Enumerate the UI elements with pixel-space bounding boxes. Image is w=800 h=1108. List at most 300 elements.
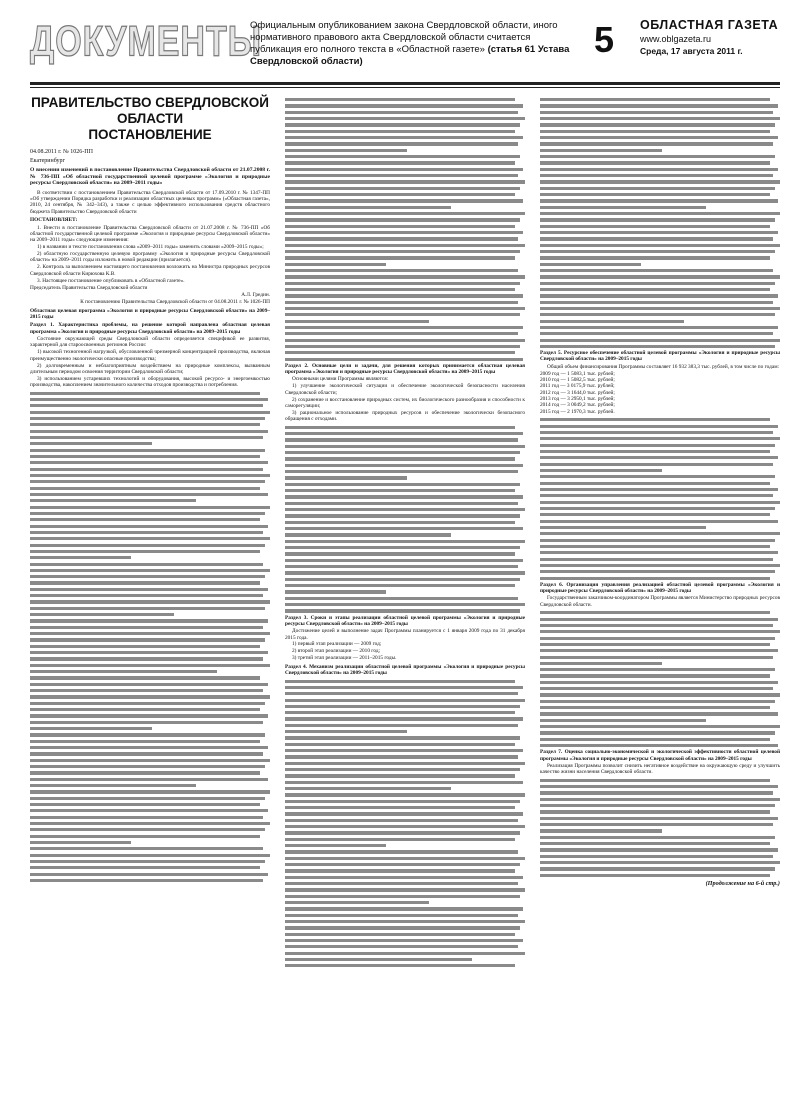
text-line: [30, 392, 260, 395]
text-line: [540, 656, 773, 659]
text-line: [540, 564, 780, 567]
text-line: [285, 895, 520, 898]
text-line: [30, 714, 268, 717]
text-line: [30, 809, 268, 812]
text-line: [540, 823, 773, 826]
continued-note: (Продолжение на 6-й стр.): [705, 879, 780, 887]
text-line: [285, 533, 451, 536]
body-paragraph: Достижение целей и выполнение задач Программы планируется с 1 января 2009 года по 31 декабря 2015 года.: [285, 628, 525, 641]
text-line: [540, 149, 662, 152]
text-line: [540, 418, 770, 421]
text-line: [540, 867, 775, 870]
text-line: [540, 425, 778, 428]
decree-item: 2) областную государственную целевую программу «Экология и природные ресурсы Свердловской области» на 2009–2011 годы изложить в новой редакции (прилагается).: [30, 251, 270, 264]
text-line: [30, 544, 265, 547]
text-line: [540, 712, 778, 715]
text-line: [285, 907, 523, 910]
text-line: [540, 437, 780, 440]
text-line: [285, 438, 518, 441]
text-line: [540, 637, 775, 640]
text-line: [540, 98, 770, 101]
text-line: [285, 263, 386, 266]
newspaper-name: ОБЛАСТНАЯ ГАЗЕТА: [640, 18, 779, 32]
text-line: [285, 825, 525, 828]
body-paragraph: 2) второй этап реализации — 2010 год;: [292, 648, 381, 655]
text-line: [30, 594, 263, 597]
text-line: [540, 848, 778, 851]
text-line: [30, 695, 270, 698]
funding-year-item: 2013 год — 3 2950,1 тыс. рублей;: [540, 396, 615, 403]
text-line: [30, 638, 265, 641]
text-line: [285, 98, 515, 101]
text-line: [30, 493, 268, 496]
text-line: [540, 785, 778, 788]
text-line: [285, 565, 518, 568]
text-line: [285, 850, 518, 853]
text-line: [285, 432, 523, 435]
text-line: [30, 600, 270, 603]
text-line: [285, 180, 525, 183]
text-line: [285, 680, 515, 683]
dense-text-block: [540, 611, 780, 747]
text-line: [285, 320, 429, 323]
header-divider-thin: [30, 87, 780, 88]
text-line: [30, 860, 265, 863]
text-line: [285, 225, 515, 228]
text-line: [30, 417, 265, 420]
text-line: [30, 455, 260, 458]
text-line: [30, 537, 270, 540]
text-line: [30, 879, 263, 882]
body-paragraph: Реализация Программы позволит снизить негативное воздействие на окружающую среду и улучшить качество жизни населения Свердловской области.: [540, 762, 780, 776]
text-line: [540, 842, 770, 845]
text-line: [30, 398, 268, 401]
text-line: [540, 463, 773, 466]
decree-city: Екатеринбург: [30, 158, 65, 164]
page-header: [0, 0, 800, 82]
text-line: [285, 123, 520, 126]
text-line: [540, 693, 780, 696]
funding-year-item: 2015 год — 2 1970,3 тыс. рублей.: [540, 408, 615, 415]
text-line: [285, 768, 520, 771]
text-line: [30, 784, 196, 787]
text-line: [30, 740, 260, 743]
text-line: [285, 250, 520, 253]
text-line: [285, 326, 523, 329]
text-line: [30, 854, 270, 857]
text-line: [540, 104, 778, 107]
text-line: [540, 501, 780, 504]
text-line: [30, 581, 260, 584]
newspaper-url[interactable]: www.oblgazeta.ru: [640, 34, 712, 44]
text-line: [540, 161, 770, 164]
text-line: [540, 444, 775, 447]
text-line: [285, 869, 515, 872]
text-line: [285, 597, 518, 600]
text-line: [285, 882, 518, 885]
text-line: [540, 111, 773, 114]
text-line: [30, 556, 131, 559]
text-line: [30, 657, 263, 660]
text-line: [285, 958, 472, 961]
funding-year-item: 2014 год — 3 0049,2 тыс. рублей;: [540, 402, 615, 409]
text-line: [285, 256, 515, 259]
dense-text-block: [285, 680, 525, 968]
text-line: [285, 584, 515, 587]
text-line: [540, 513, 770, 516]
government-title: [30, 95, 270, 143]
text-line: [30, 683, 268, 686]
text-line: [540, 570, 775, 573]
text-line: [285, 540, 525, 543]
text-line: [285, 546, 520, 549]
text-line: [285, 502, 518, 505]
text-line: [30, 771, 260, 774]
body-paragraph: Основными целями Программы являются:: [292, 376, 389, 383]
official-publication-notice: [250, 20, 580, 68]
text-line: [285, 339, 525, 342]
text-line: [285, 457, 515, 460]
text-line: [540, 244, 780, 247]
text-line: [30, 803, 260, 806]
text-line: [540, 218, 775, 221]
text-line: [285, 730, 407, 733]
text-line: [540, 668, 775, 671]
text-line: [285, 483, 520, 486]
text-line: [30, 436, 263, 439]
text-line: [285, 345, 520, 348]
text-line: [540, 250, 775, 253]
text-line: [540, 326, 778, 329]
text-line: [30, 423, 260, 426]
text-line: [540, 136, 778, 139]
text-line: [30, 664, 270, 667]
text-line: [30, 835, 260, 838]
text-line: [285, 464, 523, 467]
text-line: [285, 476, 407, 479]
text-line: [540, 643, 770, 646]
text-line: [30, 626, 263, 629]
text-line: [540, 738, 770, 741]
text-line: [285, 590, 386, 593]
text-line: [540, 339, 780, 342]
text-line: [285, 933, 515, 936]
text-line: [285, 244, 525, 247]
section-2-heading: Раздел 2. Основные цели и задачи, для решения которых принимается областная целевая программа «Экология и природные ресурсы Свердловской области» на 2009–2015 годы: [285, 362, 525, 376]
text-line: [540, 681, 778, 684]
body-paragraph: Государственным заказчиком-координатором Программы является Министерство природных ресурсов Свердловской области.: [540, 595, 780, 608]
body-paragraph: 3) третий этап реализации — 2011–2015 годы.: [292, 655, 397, 662]
text-line: [285, 901, 429, 904]
text-line: [540, 332, 773, 335]
text-line: [540, 275, 780, 278]
decree-item: 1) в названии и тексте постановления слова «2009–2011 годы» заменить словами «2009–2015 годы»;: [37, 244, 264, 251]
text-line: [540, 282, 775, 285]
text-line: [285, 863, 520, 866]
text-line: [540, 168, 778, 171]
text-line: [285, 736, 520, 739]
body-paragraph: 1) первый этап реализации — 2009 год;: [292, 641, 382, 648]
section-3-heading: Раздел 3. Сроки и этапы реализации областной целевой программы «Экология и природные ресурсы Свердловской области» на 2009–2015 годы: [285, 614, 525, 627]
text-line: [540, 630, 780, 633]
notice-charter-ref: (статья 61 Устава Свердловской области): [250, 44, 570, 67]
text-line: [285, 508, 525, 511]
text-line: [540, 810, 770, 813]
funding-year-item: 2012 год — 3 1644,0 тыс. рублей;: [540, 389, 615, 396]
text-line: [30, 797, 265, 800]
text-line: [540, 532, 780, 535]
text-line: [285, 888, 525, 891]
text-line: [540, 199, 778, 202]
dense-text-block: [285, 426, 525, 613]
text-line: [540, 551, 778, 554]
signature-role: Председатель Правительства Свердловской области: [30, 284, 148, 291]
text-line: [540, 719, 706, 722]
body-paragraph: 1) высокой техногенной нагрузкой, обусловленной чрезмерной концентрацией производства, включая преимущественно экологически опасные производства;: [30, 349, 270, 362]
text-line: [285, 844, 386, 847]
text-line: [285, 332, 518, 335]
text-line: [285, 104, 523, 107]
newspaper-masthead: [640, 18, 780, 56]
text-line: [540, 618, 778, 621]
text-line: [285, 187, 520, 190]
text-line: [30, 847, 263, 850]
section-1-heading: Раздел 1. Характеристика проблемы, на решение которой направлена областная целевая программа «Экология и природные ресурсы Свердловской области» на 2009–2015 годы: [30, 322, 270, 335]
dense-text-block: [30, 392, 270, 882]
funding-year-item: 2009 год — 1 5083,1 тыс. рублей;: [540, 370, 615, 377]
text-line: [540, 269, 773, 272]
text-line: [540, 313, 775, 316]
text-line: [285, 831, 520, 834]
text-line: [285, 699, 525, 702]
text-line: [540, 662, 662, 665]
text-line: [285, 857, 525, 860]
text-line: [540, 450, 770, 453]
text-line: [30, 708, 260, 711]
text-line: [30, 563, 263, 566]
text-line: [30, 404, 263, 407]
text-line: [285, 711, 515, 714]
text-line: [30, 816, 263, 819]
funding-year-list: [540, 371, 780, 415]
decree-intro: В соответствии с постановлением Правительства Свердловской области от 17.09.2010 г. № 1347-ПП «Об утверждении Порядка разработки и реализации областных целевых программ» («Областная газета», 2010, 24 сентября, № 342–343), а также с целью эффективного использования средств областного бюджета Правительство Свердловской области: [30, 189, 270, 215]
text-line: [540, 545, 770, 548]
text-line: [30, 575, 265, 578]
text-line: [30, 866, 260, 869]
dense-text-block: [540, 98, 780, 348]
text-line: [285, 193, 515, 196]
text-line: [30, 487, 260, 490]
text-line: [540, 193, 770, 196]
text-line: [30, 651, 268, 654]
text-line: [285, 692, 518, 695]
text-line: [30, 569, 270, 572]
body-paragraph: 2) долговременным и неблагоприятным воздействием на природные комплексы, вызванным длительным периодом освоения территории Свердловской области;: [30, 362, 270, 375]
section-5-heading: Раздел 5. Ресурсное обеспечение областной целевой программы «Экология и природные ресурсы Свердловской области» на 2009–2015 годы: [540, 350, 780, 363]
text-line: [285, 793, 525, 796]
text-line: [285, 218, 520, 221]
text-line: [285, 578, 520, 581]
article-column-3: [540, 95, 780, 887]
text-line: [285, 952, 525, 955]
text-line: [285, 762, 525, 765]
text-line: [285, 609, 520, 612]
text-line: [30, 828, 265, 831]
funding-year-item: 2011 год — 3 0175,9 тыс. рублей;: [540, 383, 615, 390]
text-line: [285, 117, 525, 120]
text-line: [30, 607, 265, 610]
text-line: [540, 791, 773, 794]
text-line: [285, 717, 523, 720]
text-line: [30, 525, 268, 528]
text-line: [30, 721, 263, 724]
dense-text-block: [540, 418, 780, 579]
text-line: [540, 744, 778, 747]
decree-heading: О внесении изменений в постановление Правительства Свердловской области от 21.07.2008 г. № 736-ПП «Об областной государственной целевой программе «Экология и природные ресурсы Свердловской области» на 2009–2011 годы»: [30, 167, 270, 187]
text-line: [285, 603, 525, 606]
text-line: [285, 819, 518, 822]
text-line: [30, 480, 265, 483]
decree-title-line: ПОСТАНОВЛЕНИЕ: [88, 127, 212, 142]
body-paragraph: 3) рациональное использование природных ресурсов и обеспечение экологически безопасного обращения с отходами.: [285, 409, 525, 423]
text-line: [30, 474, 270, 477]
text-line: [285, 168, 523, 171]
section-brand-title: ДОКУМЕНТЫ: [30, 18, 263, 66]
text-line: [285, 800, 520, 803]
text-line: [30, 752, 263, 755]
text-line: [30, 442, 152, 445]
text-line: [30, 512, 265, 515]
decree-item: 2. Контроль за выполнением настоящего постановления возложить на Министра природных ресурсов Свердловской области Кирюхова К.В.: [30, 264, 270, 277]
text-line: [30, 449, 265, 452]
text-line: [285, 231, 523, 234]
text-line: [285, 136, 523, 139]
text-line: [285, 527, 523, 530]
text-line: [540, 225, 770, 228]
text-line: [285, 559, 523, 562]
text-line: [285, 806, 515, 809]
text-line: [285, 781, 523, 784]
header-divider-thick: [30, 82, 780, 85]
text-line: [285, 521, 515, 524]
text-line: [30, 822, 270, 825]
text-line: [30, 759, 270, 762]
text-line: [540, 456, 778, 459]
text-line: [540, 855, 773, 858]
text-line: [285, 552, 515, 555]
text-line: [540, 494, 773, 497]
text-line: [30, 676, 260, 679]
text-line: [285, 199, 523, 202]
text-line: [285, 686, 523, 689]
text-line: [30, 499, 196, 502]
text-line: [285, 489, 515, 492]
text-line: [540, 700, 775, 703]
text-line: [540, 526, 706, 529]
text-line: [540, 520, 778, 523]
text-line: [540, 187, 775, 190]
text-line: [285, 161, 515, 164]
text-line: [540, 345, 775, 348]
text-line: [540, 507, 775, 510]
text-line: [540, 237, 773, 240]
text-line: [30, 619, 268, 622]
text-line: [285, 838, 515, 841]
text-line: [285, 282, 520, 285]
text-line: [30, 461, 268, 464]
text-line: [540, 488, 778, 491]
text-line: [30, 518, 260, 521]
text-line: [540, 288, 770, 291]
text-line: [540, 861, 780, 864]
text-line: [30, 411, 270, 414]
decree-item: 3. Настоящее постановление опубликовать в «Областной газете».: [37, 277, 185, 284]
text-line: [285, 301, 518, 304]
program-title: Областная целевая программа «Экология и природные ресурсы Свердловской области» на 2009–2015 годы: [30, 307, 270, 320]
text-line: [285, 724, 518, 727]
body-paragraph: 3) использованием устаревших технологий и оборудования, высокой ресурсо- и энергоемкостью производства, накоплением значительного количества отходов производства и потребления.: [30, 375, 270, 389]
approval-note: К постановлению Правительства Свердловской области от 04.08.2011 г. № 1026-ПП: [80, 299, 270, 306]
text-line: [285, 307, 525, 310]
text-line: [30, 588, 268, 591]
text-line: [540, 725, 780, 728]
text-line: [30, 506, 270, 509]
text-line: [540, 836, 775, 839]
text-line: [285, 275, 525, 278]
text-line: [540, 649, 778, 652]
text-line: [540, 731, 775, 734]
text-line: [540, 482, 770, 485]
text-line: [285, 514, 520, 517]
decree-date-number: 04.08.2011 г. № 1026-ПП: [30, 149, 93, 155]
text-line: [30, 670, 217, 673]
funding-year-item: 2010 год — 1 5082,5 тыс. рублей;: [540, 377, 615, 384]
text-line: [540, 263, 641, 266]
text-line: [540, 212, 780, 215]
text-line: [285, 237, 518, 240]
text-line: [30, 702, 265, 705]
text-line: [540, 706, 770, 709]
text-line: [540, 558, 773, 561]
text-line: [285, 920, 525, 923]
text-line: [30, 790, 270, 793]
text-line: [540, 611, 770, 614]
text-line: [285, 470, 518, 473]
text-line: [540, 174, 773, 177]
article-column-1: [30, 95, 270, 882]
section-4-heading: Раздел 4. Механизм реализации областной целевой программы «Экология и природные ресурсы Свердловской области» на 2009–2015 годы: [285, 663, 525, 677]
text-line: [285, 174, 518, 177]
text-line: [540, 539, 775, 542]
text-line: [285, 926, 520, 929]
text-line: [540, 206, 706, 209]
text-line: [540, 180, 780, 183]
text-line: [285, 774, 515, 777]
dense-text-block: [285, 98, 525, 361]
body-paragraph: 2) сохранение и восстановление природных систем, их биологического разнообразия и способности к саморегуляции;: [285, 396, 525, 410]
text-line: [540, 469, 662, 472]
text-line: [540, 256, 770, 259]
text-line: [285, 358, 523, 361]
text-line: [285, 445, 525, 448]
text-line: [540, 804, 775, 807]
text-line: [540, 123, 775, 126]
text-line: [540, 301, 773, 304]
signature-name: А.Л. Гредин.: [241, 291, 270, 298]
text-line: [285, 142, 518, 145]
text-line: [285, 571, 525, 574]
text-line: [540, 798, 780, 801]
